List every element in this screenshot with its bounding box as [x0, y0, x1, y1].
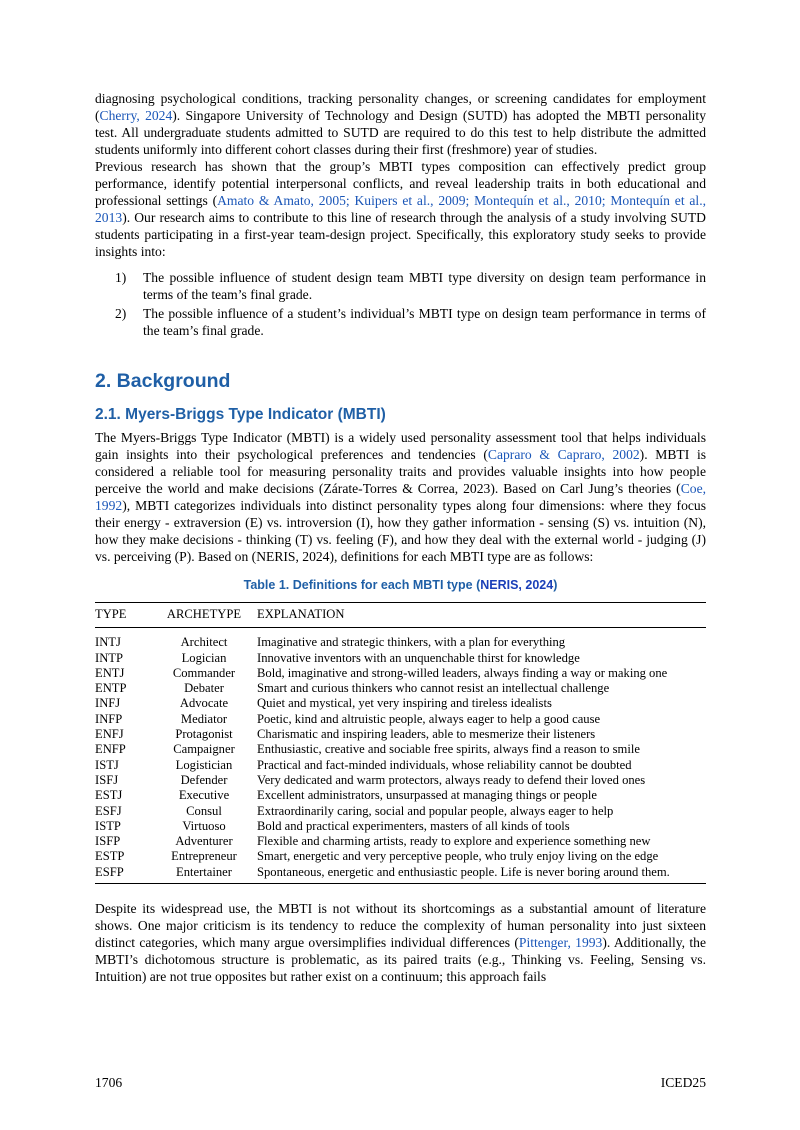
cell-archetype: Advocate	[179, 696, 229, 711]
table-row	[95, 849, 706, 864]
cell-archetype: Defender	[180, 772, 228, 787]
cell-type: ESTJ	[95, 788, 123, 803]
cell-type: ISFP	[95, 834, 121, 849]
text: Despite its widespread use, the MBTI is not without its shortcomings as a substantial amount of literature shows. One major criticism is its tendency to reduce the complexity of human personality into just sixteen distinct categories, which many argue oversimplifies individual differences (	[95, 901, 706, 951]
citation-link[interactable]: Amato & Amato, 2005; Kuipers et al., 2009; Montequín et al., 2010; Montequín et al., 2013	[95, 193, 706, 225]
cell-archetype: Executive	[178, 788, 230, 803]
cell-archetype: Logistician	[175, 757, 233, 772]
cell-type: ISTP	[95, 818, 121, 833]
cell-explanation: Poetic, kind and altruistic people, always eager to help a good cause	[257, 711, 601, 726]
list-item	[95, 305, 706, 339]
critique-paragraph	[95, 900, 706, 985]
mbti-table	[95, 602, 706, 884]
page-body	[95, 90, 706, 985]
cell-explanation: Smart, energetic and very perceptive people, who truly enjoy living on the edge	[257, 849, 659, 864]
table-row	[95, 651, 706, 666]
intro-paragraph-2	[95, 158, 706, 260]
cell-explanation: Innovative inventors with an unquenchable thirst for knowledge	[257, 650, 580, 665]
list-item	[95, 269, 706, 303]
cell-explanation: Practical and fact-minded individuals, whose reliability cannot be doubted	[257, 757, 632, 772]
cell-explanation: Smart and curious thinkers who cannot resist an intellectual challenge	[257, 681, 610, 696]
cell-explanation: Bold, imaginative and strong-willed leaders, always finding a way or making one	[257, 665, 668, 680]
intro-paragraph-1	[95, 90, 706, 158]
cell-type: ISTJ	[95, 757, 119, 772]
citation-link[interactable]: NERIS, 2024	[480, 578, 554, 592]
table-row	[95, 865, 706, 884]
table-row	[95, 773, 706, 788]
cell-archetype: Entrepreneur	[171, 849, 237, 864]
page-footer	[95, 1075, 706, 1091]
cell-explanation: Very dedicated and warm protectors, always ready to defend their loved ones	[257, 772, 646, 787]
cell-type: INFJ	[95, 696, 121, 711]
table-row	[95, 758, 706, 773]
cell-archetype: Logician	[181, 650, 227, 665]
text: ), MBTI categorizes individuals into distinct personality types along four dimensions: where they focus their energy - extraversion (E) vs. introversion (I), how they gather information - sensing (S) vs. intuition (N), how they make decisions - thinking (T) vs. feeling (F), and how they deal with the external world - judging (J) vs. perceiving (P). Based on (NERIS, 2024), definitions for each MBTI type are as follows:	[95, 498, 706, 564]
subsection-heading: 2.1. Myers-Briggs Type Indicator (MBTI)	[95, 406, 386, 423]
cell-explanation: Extraordinarily caring, social and popular people, always eager to help	[257, 803, 614, 818]
table-body	[95, 628, 706, 884]
table-row	[95, 742, 706, 757]
cell-type: ISFJ	[95, 772, 119, 787]
column-header-explanation: EXPLANATION	[257, 603, 706, 628]
list-number: 2)	[115, 306, 127, 321]
column-header-archetype: ARCHETYPE	[151, 603, 257, 628]
text: ). MBTI is considered a reliable tool for measuring personality traits and provides valuable insights into how people perceive the world and make decisions (Zárate-Torres & Correa, 2023). Based on Carl Jung’s theories (	[95, 447, 707, 496]
cell-type: ENFP	[95, 742, 126, 757]
cell-type: INTJ	[95, 635, 121, 650]
background-paragraph	[95, 429, 706, 565]
table-row	[95, 804, 706, 819]
table-row	[95, 628, 706, 651]
cell-archetype: Debater	[184, 681, 224, 696]
text: Table 1. Definitions for each MBTI type (	[243, 578, 481, 592]
text: Previous research has shown that the group’s MBTI types composition can effectively predict group performance, identify potential interpersonal conflicts, and reveal leadership traits in both educational and professional settings (	[95, 159, 706, 208]
cell-archetype: Consul	[186, 803, 222, 818]
cell-type: ENTP	[95, 681, 127, 696]
table-header-row	[95, 603, 706, 628]
cell-type: ENFJ	[95, 727, 124, 742]
column-header-type: TYPE	[95, 603, 151, 628]
cell-archetype: Commander	[172, 665, 236, 680]
section-heading: 2. Background	[95, 370, 231, 392]
cell-explanation: Quiet and mystical, yet very inspiring and tireless idealists	[257, 696, 552, 711]
text: ). Our research aims to contribute to this line of research through the analysis of a study involving SUTD students participating in a first-year team-design project. Specifically, this exploratory study seeks to provide insights into:	[95, 210, 706, 259]
table-row	[95, 819, 706, 834]
cell-explanation: Bold and practical experimenters, masters of all kinds of tools	[257, 818, 570, 833]
text: ). Additionally, the MBTI’s dichotomous structure is problematic, as its paired traits (e.g., Thinking vs. Feeling, Sensing vs. Intuition) are not true opposites but rather exist on a continuum; this approach fails	[95, 935, 706, 985]
cell-explanation: Spontaneous, energetic and enthusiastic people. Life is never boring around them.	[257, 865, 706, 884]
cell-archetype: Adventurer	[175, 834, 233, 849]
text: The Myers-Briggs Type Indicator (MBTI) is a widely used personality assessment tool that helps individuals gain insights into their psychological preferences and tendencies (	[95, 430, 706, 462]
table-row	[95, 788, 706, 803]
table-row	[95, 696, 706, 711]
cell-type: ENTJ	[95, 665, 125, 680]
cell-type: ESTP	[95, 849, 125, 864]
table-row	[95, 712, 706, 727]
cell-explanation: Imaginative and strategic thinkers, with a plan for everything	[257, 635, 566, 650]
citation-link[interactable]: Pittenger, 1993	[518, 935, 603, 951]
cell-type: INTP	[95, 650, 123, 665]
citation-link[interactable]: Capraro & Capraro, 2002	[487, 447, 640, 462]
list-number: 1)	[115, 270, 127, 285]
text: ). Singapore University of Technology and Design (SUTD) has adopted the MBTI personality test. All undergraduate students admitted to SUTD are required to do this test to help distribute the admitted students uniformly into different cohort classes during their first (freshmore) year of studies.	[95, 108, 706, 157]
cell-explanation: Excellent administrators, unsurpassed at managing things or people	[257, 788, 597, 803]
citation-link[interactable]: Cherry, 2024	[99, 108, 173, 123]
cell-type: ESFJ	[95, 803, 122, 818]
cell-type: ESFP	[95, 865, 151, 884]
cell-archetype: Protagonist	[175, 727, 233, 742]
list-text: The possible influence of student design team MBTI type diversity on design team performance in terms of the team’s final grade.	[143, 270, 706, 302]
cell-archetype: Campaigner	[173, 742, 235, 757]
research-questions-list	[95, 269, 706, 339]
cell-explanation: Charismatic and inspiring leaders, able to mesmerize their listeners	[257, 727, 596, 742]
cell-archetype: Entertainer	[151, 865, 257, 884]
cell-archetype: Architect	[180, 635, 228, 650]
citation-link[interactable]: Coe, 1992	[95, 481, 706, 513]
cell-explanation: Enthusiastic, creative and sociable free spirits, always find a reason to smile	[257, 742, 640, 757]
text: diagnosing psychological conditions, tracking personality changes, or screening candidates for employment (	[95, 91, 706, 123]
table-row	[95, 727, 706, 742]
table-row	[95, 834, 706, 849]
table-caption	[95, 577, 706, 594]
text: )	[553, 578, 558, 592]
cell-archetype: Mediator	[180, 711, 228, 726]
cell-archetype: Virtuoso	[182, 818, 226, 833]
conference-name: ICED25	[660, 1075, 706, 1090]
table-row	[95, 666, 706, 681]
cell-type: INFP	[95, 711, 123, 726]
cell-explanation: Flexible and charming artists, ready to explore and experience something new	[257, 834, 651, 849]
table-row	[95, 681, 706, 696]
page-number: 1706	[95, 1075, 123, 1090]
list-text: The possible influence of a student’s individual’s MBTI type on design team performance in terms of the team’s final grade.	[143, 306, 706, 338]
